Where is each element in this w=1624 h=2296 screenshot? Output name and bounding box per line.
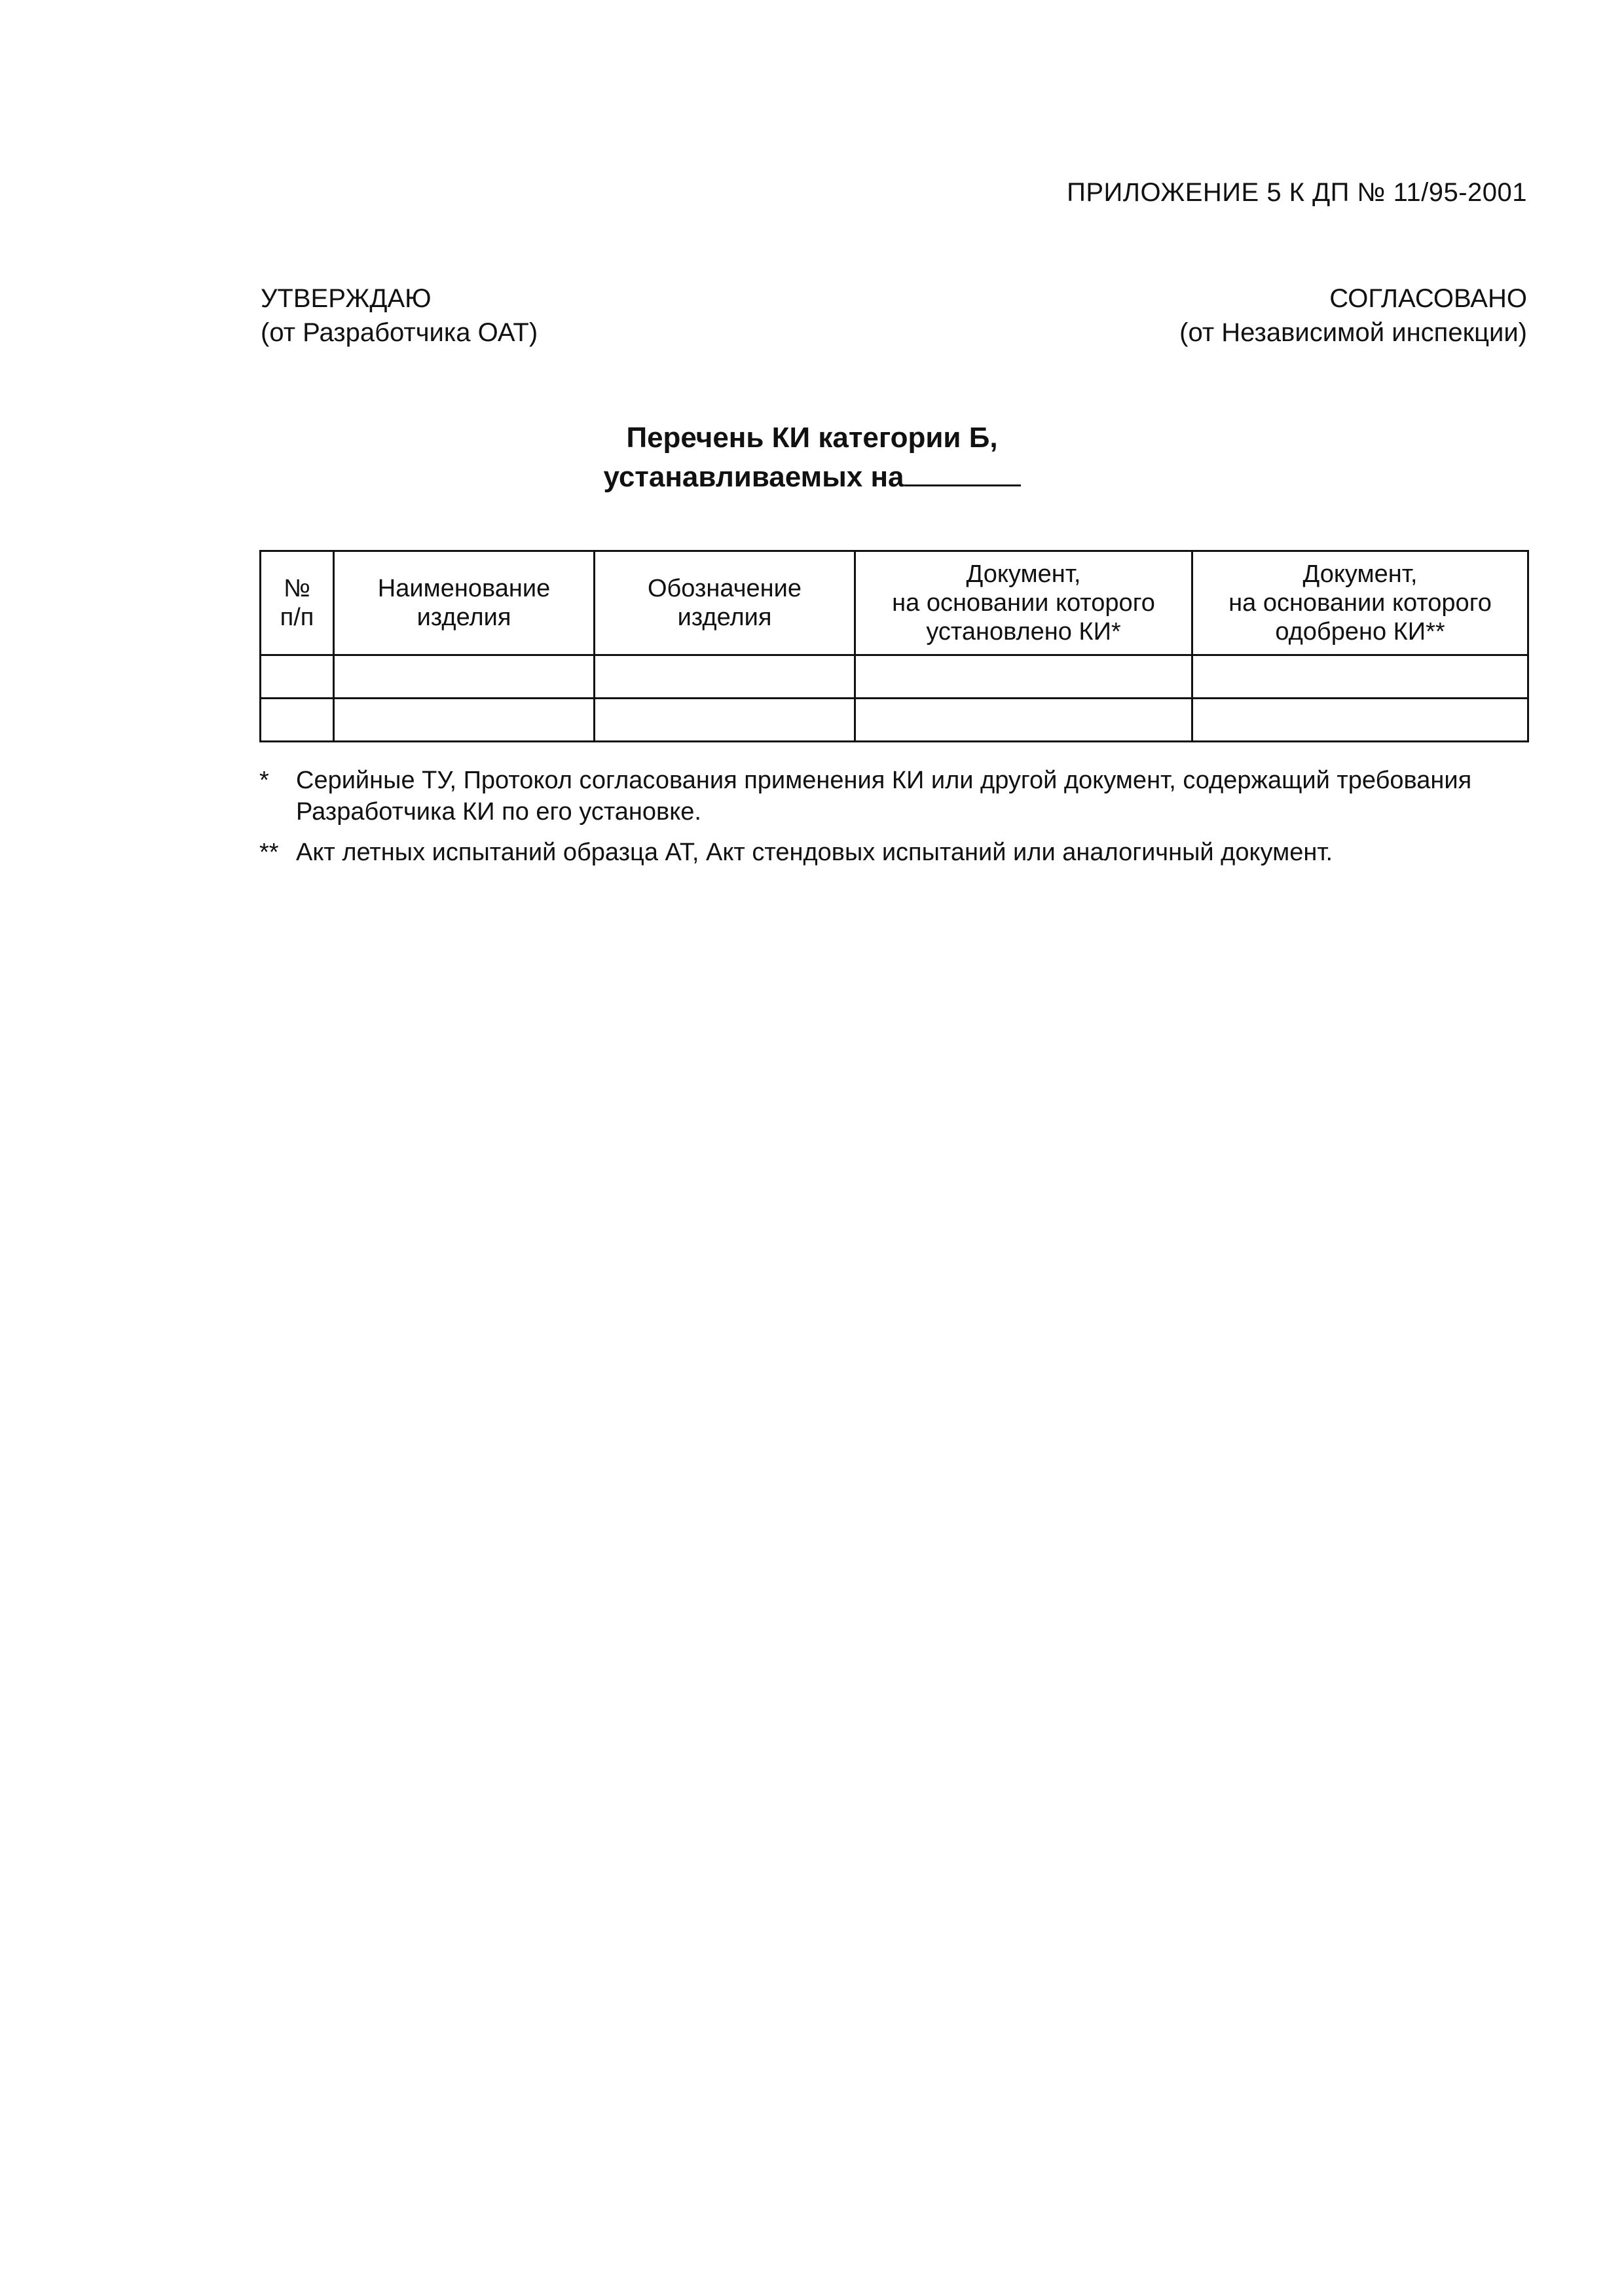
footnote-mark: * (259, 767, 269, 794)
footnote-text: Акт летных испытаний образца АТ, Акт стендовых испытаний или аналогичный документ. (296, 839, 1333, 866)
agreement-block (1179, 282, 1527, 350)
table-cell[interactable] (261, 655, 334, 699)
column-header-line: п/п (280, 604, 314, 631)
table-cell[interactable] (334, 655, 595, 699)
footnotes (259, 765, 1523, 877)
table-cell[interactable] (855, 655, 1192, 699)
column-header-line: установлено КИ* (926, 618, 1121, 646)
table-header-row (261, 551, 1528, 655)
column-header-number (261, 551, 334, 655)
agreement-subtitle: (от Независимой инспекции) (1179, 318, 1527, 347)
title-blank-line (904, 457, 1021, 486)
appendix-reference: ПРИЛОЖЕНИЕ 5 К ДП № 11/95-2001 (1067, 178, 1527, 207)
table-cell[interactable] (595, 655, 855, 699)
column-header-designation (595, 551, 855, 655)
column-header-line: Документ, (966, 560, 1081, 588)
approval-subtitle: (от Разработчика ОАТ) (261, 318, 538, 347)
document-title-line1: Перечень КИ категории Б, (626, 422, 998, 454)
column-header-line: Документ, (1302, 560, 1418, 588)
column-header-line: на основании которого (892, 589, 1155, 617)
table-cell[interactable] (595, 699, 855, 742)
column-header-line: изделия (416, 604, 511, 631)
column-header-installation-document (855, 551, 1192, 655)
column-header-line: одобрено КИ** (1275, 618, 1445, 646)
table-cell[interactable] (855, 699, 1192, 742)
table-cell[interactable] (1192, 699, 1528, 742)
document-title-line2 (0, 457, 1624, 496)
table-cell[interactable] (1192, 655, 1528, 699)
column-header-line: изделия (677, 604, 772, 631)
table-row (261, 699, 1528, 742)
table-cell[interactable] (334, 699, 595, 742)
table-cell[interactable] (261, 699, 334, 742)
column-header-line: на основании которого (1228, 589, 1492, 617)
agreement-title: СОГЛАСОВАНО (1329, 284, 1527, 313)
document-title (0, 419, 1624, 496)
column-header-line: № (284, 575, 310, 602)
document-title-line2-text: устанавливаемых на (603, 461, 904, 493)
column-header-approval-document (1192, 551, 1528, 655)
table-row (261, 655, 1528, 699)
column-header-line: Наименование (377, 575, 551, 602)
approval-title: УТВЕРЖДАЮ (261, 284, 432, 313)
footnote-item (259, 765, 1523, 828)
column-header-line: Обозначение (647, 575, 802, 602)
column-header-name (334, 551, 595, 655)
footnote-text: Серийные ТУ, Протокол согласования применения КИ или другой документ, содержащий требования Разработчика КИ по его установке. (296, 767, 1472, 826)
items-table (259, 550, 1529, 742)
approval-block (261, 282, 538, 350)
footnote-item (259, 837, 1523, 868)
footnote-mark: ** (259, 839, 279, 866)
